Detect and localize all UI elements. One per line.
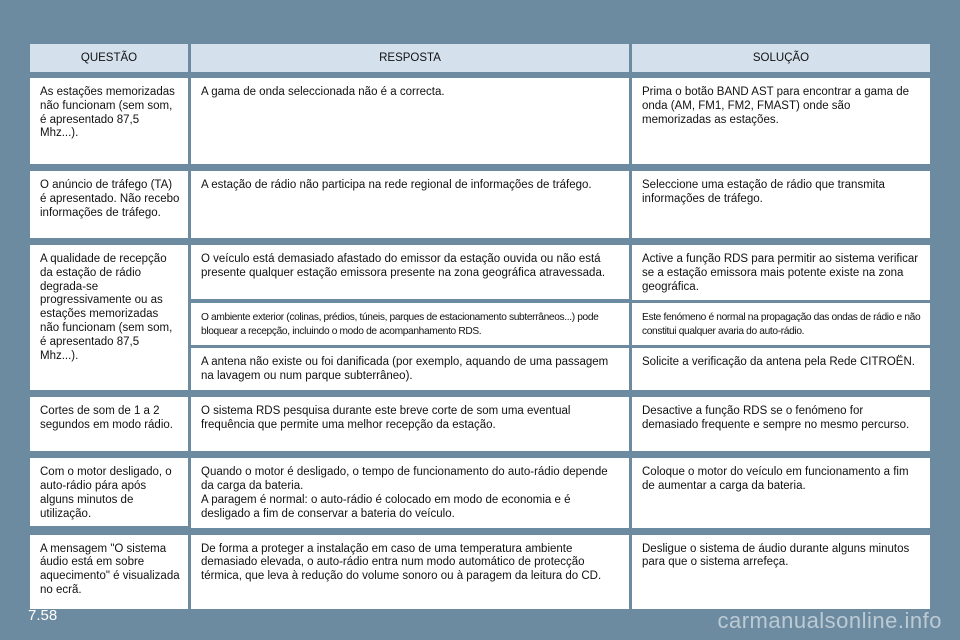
answer-cell	[191, 458, 629, 527]
question-cell: A qualidade de recepção da estação de rádio degrada-se progressivamente ou as estações memorizadas não funcionam (sem som, é apresentado 87,5 Mhz...).	[30, 245, 188, 390]
table-row	[30, 458, 930, 527]
question-cell: A mensagem "O sistema áudio está em sobre aquecimento" é visualizada no ecrã.	[30, 535, 188, 609]
header-resposta: RESPOSTA	[191, 44, 629, 72]
sub-row	[191, 245, 930, 300]
answer-cell: O veículo está demasiado afastado do emissor da estação ouvida ou não está presente qualquer estação emissora presente na zona geográfica atravessada.	[191, 245, 629, 299]
solution-cell: Desactive a função RDS se o fenómeno for demasiado frequente e sempre no mesmo percurso.	[632, 397, 930, 451]
solution-cell: Active a função RDS para permitir ao sistema verificar se a estação emissora mais potente existe na zona geográfica.	[632, 245, 930, 300]
solution-cell: Prima o botão BAND AST para encontrar a gama de onda (AM, FM1, FM2, FMAST) onde são memorizadas as estações.	[632, 78, 930, 164]
answer-cell: A antena não existe ou foi danificada (por exemplo, aquando de uma passagem na lavagem ou num parque subterrâneo).	[191, 348, 629, 390]
header-questao: QUESTÃO	[30, 44, 188, 72]
answer-cell: O ambiente exterior (colinas, prédios, túneis, parques de estacionamento subterrâneos...) pode bloquear a recepção, incluindo o modo de acompanhamento RDS.	[191, 303, 629, 345]
page-number: 7.58	[28, 607, 58, 624]
answer-cell: O sistema RDS pesquisa durante este breve corte de som uma eventual frequência que permite uma melhor recepção da estação.	[191, 397, 629, 451]
answer-cell: De forma a proteger a instalação em caso de uma temperatura ambiente demasiado elevada, o auto-rádio entra num modo automático de protecção térmica, que leva à redução do volume sonoro ou à paragem da leitura do CD.	[191, 535, 629, 609]
answer-line: A paragem é normal: o auto-rádio é colocado em modo de economia e é desligado a fim de conservar a bateria do veículo.	[201, 493, 571, 520]
answer-cell: A estação de rádio não participa na rede regional de informações de tráfego.	[191, 171, 629, 238]
sub-row	[191, 348, 930, 390]
table-row	[30, 171, 930, 238]
answer-group	[191, 245, 921, 390]
solution-cell: Coloque o motor do veículo em funcionamento a fim de aumentar a carga da bateria.	[632, 458, 930, 527]
question-cell: O anúncio de tráfego (TA) é apresentado. Não recebo informações de tráfego.	[30, 171, 188, 238]
answer-cell: A gama de onda seleccionada não é a correcta.	[191, 78, 629, 164]
question-cell: Cortes de som de 1 a 2 segundos em modo rádio.	[30, 397, 188, 451]
solution-cell: Seleccione uma estação de rádio que transmita informações de tráfego.	[632, 171, 930, 238]
question-cell: As estações memorizadas não funcionam (sem som, é apresentado 87,5 Mhz...).	[30, 78, 188, 164]
watermark: carmanualsonline.info	[717, 608, 942, 633]
solution-cell: Desligue o sistema de áudio durante alguns minutos para que o sistema arrefeça.	[632, 535, 930, 609]
question-cell: Com o motor desligado, o auto-rádio pára após alguns minutos de utilização.	[30, 458, 188, 526]
sub-row	[191, 303, 930, 345]
table-row	[30, 78, 930, 164]
answer-line: Quando o motor é desligado, o tempo de funcionamento do auto-rádio depende da carga da bateria.	[201, 466, 608, 493]
table-row	[30, 535, 930, 609]
header-solucao: SOLUÇÃO	[632, 44, 930, 72]
table-header	[30, 44, 930, 72]
table-row	[30, 245, 930, 390]
table-row	[30, 397, 930, 451]
solution-cell: Solicite a verificação da antena pela Rede CITROËN.	[632, 348, 930, 390]
troubleshooting-table	[30, 44, 930, 616]
solution-cell: Este fenómeno é normal na propagação das ondas de rádio e não constitui qualquer avaria do auto-rádio.	[632, 303, 930, 345]
